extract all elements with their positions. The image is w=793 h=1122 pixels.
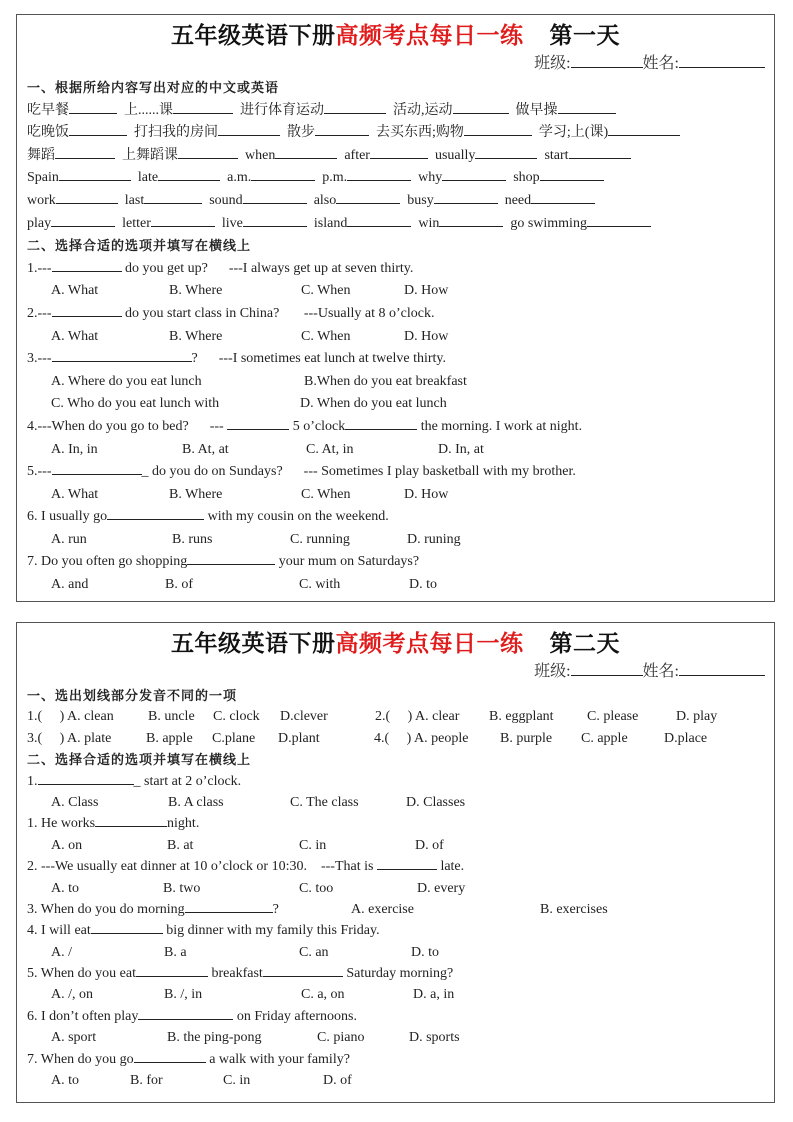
vocab-prompt: 做早操 <box>515 102 558 118</box>
question-stem <box>17 899 774 920</box>
vocab-prompt: last <box>124 192 145 208</box>
stem-text: 6. I don’t often play <box>27 1008 139 1024</box>
stem-text: 7. When do you go <box>27 1051 134 1067</box>
phonics-item: C. apple <box>581 730 628 746</box>
title-highlight: 高频考点每日一练 <box>335 23 524 48</box>
answer-option[interactable]: C. When <box>301 283 351 299</box>
vocab-prompt: play <box>27 215 52 231</box>
section-header-text: 二、选择合适的选项并填写在横线上 <box>27 752 252 768</box>
stem-text: 7. Do you often go shopping <box>27 554 188 570</box>
answer-blank[interactable] <box>38 771 134 785</box>
vocab-prompt: go swimming <box>510 215 587 231</box>
options-row <box>17 792 774 813</box>
question-stem <box>17 813 774 834</box>
answer-blank[interactable] <box>107 506 204 520</box>
phonics-item: 1.( ) A. clean <box>27 709 114 725</box>
stem-text: do you get up? ---I always get up at seven thirty. <box>121 260 414 276</box>
answer-blank[interactable] <box>218 122 280 136</box>
options-row <box>17 984 774 1005</box>
answer-blank[interactable] <box>134 1049 206 1063</box>
stem-text: with my cousin on the weekend. <box>204 509 389 525</box>
options-row <box>17 1027 774 1048</box>
answer-blank[interactable] <box>347 213 411 227</box>
phonics-item: D. play <box>676 709 718 725</box>
question-stem <box>17 771 774 792</box>
answer-blank[interactable] <box>345 416 417 430</box>
answer-blank[interactable] <box>158 167 220 181</box>
section-2-header <box>17 235 774 258</box>
phonics-item: B. apple <box>146 730 193 746</box>
answer-blank[interactable] <box>52 348 192 362</box>
section-1-header <box>17 77 774 100</box>
title-highlight: 高频考点每日一练 <box>335 631 524 656</box>
stem-text: 3.--- <box>27 351 52 367</box>
answer-blank[interactable] <box>185 899 273 913</box>
answer-option[interactable]: B. At, at <box>182 441 229 457</box>
stem-text: big dinner with my family this Friday. <box>162 923 380 939</box>
vocab-prompt: usually <box>434 147 476 163</box>
stem-text: your mum on Saturdays? <box>275 554 420 570</box>
stem-text: a walk with your family? <box>205 1051 350 1067</box>
answer-option[interactable]: A. In, in <box>51 441 98 457</box>
question-stem <box>17 348 774 371</box>
worksheet-title <box>17 21 774 51</box>
answer-blank[interactable] <box>51 213 115 227</box>
answer-option[interactable]: C. with <box>299 577 341 593</box>
answer-blank[interactable] <box>138 1006 233 1020</box>
answer-option[interactable]: D. How <box>404 486 449 502</box>
vocab-prompt: 打扫我的房间 <box>134 125 218 141</box>
answer-blank[interactable] <box>434 190 498 204</box>
vocab-prompt: when <box>245 147 276 163</box>
answer-option[interactable]: A. exercise <box>351 901 414 917</box>
answer-blank[interactable] <box>173 100 233 114</box>
answer-option[interactable]: A. run <box>51 531 87 547</box>
answer-blank[interactable] <box>439 213 503 227</box>
title-day: 第二天 <box>549 631 620 656</box>
question-stem <box>17 1006 774 1027</box>
answer-option[interactable]: B. for <box>130 1073 163 1089</box>
name-input[interactable] <box>679 660 765 676</box>
answer-blank[interactable] <box>59 167 131 181</box>
class-input[interactable] <box>571 660 643 676</box>
answer-option[interactable]: A. Where do you eat lunch <box>51 373 202 389</box>
answer-option[interactable]: D. How <box>404 283 449 299</box>
vocab-prompt: also <box>313 192 337 208</box>
answer-blank[interactable] <box>324 100 386 114</box>
answer-blank[interactable] <box>69 100 117 114</box>
answer-blank[interactable] <box>608 122 680 136</box>
phonics-item: B. purple <box>500 730 553 746</box>
answer-blank[interactable] <box>227 416 289 430</box>
answer-option[interactable]: D. of <box>415 837 444 853</box>
answer-option[interactable]: A. to <box>51 880 79 896</box>
answer-option[interactable]: C. When <box>301 486 351 502</box>
section-1-row <box>17 167 774 190</box>
phonics-item: C. clock <box>213 709 260 725</box>
question-stem <box>17 1049 774 1070</box>
vocab-prompt: start <box>544 147 569 163</box>
answer-option[interactable]: A. / <box>51 944 72 960</box>
stem-text: do you start class in China? ---Usually at 8 o’clock. <box>121 305 435 321</box>
stem-text: 1. He works <box>27 816 96 832</box>
phonics-item: D.place <box>664 730 708 746</box>
section-1-header <box>17 685 774 706</box>
vocab-prompt: 学习;上(课) <box>538 125 609 141</box>
stem-text: 2.--- <box>27 305 52 321</box>
student-info <box>17 51 774 77</box>
vocab-prompt: win <box>418 215 440 231</box>
stem-text: ? ---I sometimes eat lunch at twelve thirty. <box>191 351 447 367</box>
class-label: 班级: <box>534 55 571 72</box>
section-1-row <box>17 728 774 749</box>
vocab-prompt: shop <box>513 170 540 186</box>
phonics-item: B. eggplant <box>489 709 554 725</box>
question-stem <box>17 506 774 529</box>
answer-option[interactable]: B. of <box>165 577 193 593</box>
stem-text: Saturday morning? <box>342 966 454 982</box>
answer-option[interactable]: C. too <box>299 880 334 896</box>
answer-option[interactable]: D. every <box>417 880 466 896</box>
section-1-row <box>17 213 774 236</box>
vocab-prompt: busy <box>407 192 434 208</box>
options-row <box>17 484 774 507</box>
answer-blank[interactable] <box>69 122 127 136</box>
answer-blank[interactable] <box>370 145 428 159</box>
stem-text: 6. I usually go <box>27 509 108 525</box>
answer-option[interactable]: A. and <box>51 577 89 593</box>
class-input[interactable] <box>571 52 643 68</box>
answer-blank[interactable] <box>587 213 651 227</box>
answer-option[interactable]: B.When do you eat breakfast <box>304 373 467 389</box>
stem-text: the morning. I work at night. <box>417 418 583 434</box>
options-row <box>17 393 774 416</box>
answer-option[interactable]: B. a <box>164 944 187 960</box>
answer-blank[interactable] <box>336 190 400 204</box>
title-day: 第一天 <box>549 23 620 48</box>
answer-option[interactable]: C. When <box>301 328 351 344</box>
answer-blank[interactable] <box>187 551 275 565</box>
phonics-item: B. uncle <box>148 709 195 725</box>
options-row <box>17 280 774 303</box>
vocab-prompt: 上舞蹈课 <box>122 147 178 163</box>
section-header-text: 一、选出划线部分发音不同的一项 <box>27 688 238 703</box>
answer-option[interactable]: C. running <box>290 531 350 547</box>
section-header-text: 二、选择合适的选项并填写在横线上 <box>27 238 252 254</box>
student-info <box>17 659 774 685</box>
stem-text: 3. When do you do morning <box>27 901 185 917</box>
stem-text: 5.--- <box>27 464 52 480</box>
options-row <box>17 1070 774 1091</box>
answer-blank[interactable] <box>55 145 115 159</box>
question-stem <box>17 416 774 439</box>
answer-blank[interactable] <box>136 963 208 977</box>
name-input[interactable] <box>679 52 765 68</box>
question-stem <box>17 856 774 877</box>
answer-blank[interactable] <box>52 303 122 317</box>
options-row <box>17 942 774 963</box>
answer-blank[interactable] <box>263 963 343 977</box>
answer-option[interactable]: A. Class <box>51 794 99 810</box>
answer-option[interactable]: A. What <box>51 486 99 502</box>
stem-text: _ do you do on Sundays? --- Sometimes I play basketball with my brother. <box>141 464 576 480</box>
vocab-prompt: p.m. <box>322 170 348 186</box>
vocab-prompt: late <box>137 170 159 186</box>
answer-blank[interactable] <box>442 167 506 181</box>
stem-text: late. <box>436 859 465 875</box>
answer-blank[interactable] <box>347 167 411 181</box>
answer-option[interactable]: D. of <box>323 1073 352 1089</box>
answer-option[interactable]: B. the ping-pong <box>167 1030 262 1046</box>
vocab-prompt: 吃早餐 <box>27 102 69 118</box>
stem-text: 2. ---We usually eat dinner at 10 o’clock or 10:30. ---That is <box>27 859 377 875</box>
answer-blank[interactable] <box>453 100 509 114</box>
answer-option[interactable]: D. In, at <box>438 441 484 457</box>
vocab-prompt: 吃晚饭 <box>27 125 69 141</box>
options-row <box>17 529 774 552</box>
answer-option[interactable]: B. Where <box>169 283 223 299</box>
question-stem <box>17 303 774 326</box>
phonics-item: C.plane <box>212 730 256 746</box>
phonics-item: D.plant <box>278 730 320 746</box>
vocab-prompt: 舞蹈 <box>27 147 55 163</box>
stem-text: 4.---When do you go to bed? --- <box>27 418 228 434</box>
answer-blank[interactable] <box>52 258 122 272</box>
answer-option[interactable]: D. to <box>409 577 437 593</box>
stem-text: on Friday afternoons. <box>233 1008 357 1024</box>
section-1-row <box>17 145 774 168</box>
answer-option[interactable]: D. Classes <box>406 794 466 810</box>
name-label: 姓名: <box>642 663 679 680</box>
worksheet-title <box>17 629 774 659</box>
answer-option[interactable]: C. piano <box>317 1030 365 1046</box>
answer-option[interactable]: B. at <box>167 837 194 853</box>
answer-option[interactable]: A. What <box>51 328 99 344</box>
answer-option[interactable]: D. sports <box>409 1030 460 1046</box>
options-row <box>17 574 774 597</box>
answer-blank[interactable] <box>243 190 307 204</box>
vocab-prompt: need <box>504 192 532 208</box>
answer-option[interactable]: B. /, in <box>164 987 203 1003</box>
vocab-prompt: island <box>313 215 348 231</box>
answer-option[interactable]: B. Where <box>169 486 223 502</box>
title-grade: 五年级英语下册 <box>171 631 336 656</box>
phonics-item: 4.( ) A. people <box>374 730 469 746</box>
vocab-prompt: why <box>418 170 443 186</box>
answer-option[interactable]: D. a, in <box>413 987 455 1003</box>
vocab-prompt: 散步 <box>287 125 315 141</box>
answer-blank[interactable] <box>569 145 631 159</box>
section-header-text: 一、根据所给内容写出对应的中文或英语 <box>27 80 280 95</box>
answer-blank[interactable] <box>243 213 307 227</box>
answer-option[interactable]: B. A class <box>168 794 224 810</box>
vocab-prompt: a.m. <box>227 170 252 186</box>
stem-text: 1.--- <box>27 260 52 276</box>
stem-text: _ start at 2 o’clock. <box>133 773 242 789</box>
answer-option[interactable]: B. runs <box>172 531 213 547</box>
answer-option[interactable]: C. At, in <box>306 441 354 457</box>
phonics-item: 3.( ) A. plate <box>27 730 112 746</box>
answer-blank[interactable] <box>475 145 537 159</box>
question-stem <box>17 258 774 281</box>
stem-text: night. <box>167 816 200 832</box>
answer-option[interactable]: C. in <box>223 1073 251 1089</box>
stem-text: 5 o’clock <box>289 418 346 434</box>
answer-option[interactable]: A. to <box>51 1073 79 1089</box>
stem-text: ? <box>272 901 279 917</box>
answer-blank[interactable] <box>52 461 142 475</box>
vocab-prompt: 上......课 <box>124 102 173 118</box>
answer-blank[interactable] <box>315 122 369 136</box>
section-1-row <box>17 706 774 727</box>
answer-option[interactable]: C. The class <box>290 794 359 810</box>
phonics-item: D.clever <box>280 709 328 725</box>
answer-option[interactable]: C. an <box>299 944 329 960</box>
answer-blank[interactable] <box>56 190 118 204</box>
stem-text: 1. <box>27 773 38 789</box>
vocab-prompt: 活动,运动 <box>393 102 453 118</box>
answer-option[interactable]: A. sport <box>51 1030 97 1046</box>
title-grade: 五年级英语下册 <box>171 23 336 48</box>
phonics-item: C. please <box>587 709 639 725</box>
vocab-prompt: work <box>27 192 56 208</box>
answer-option[interactable]: B. Where <box>169 328 223 344</box>
answer-option[interactable]: A. /, on <box>51 987 93 1003</box>
section-2-header <box>17 749 774 770</box>
answer-blank[interactable] <box>144 190 202 204</box>
answer-blank[interactable] <box>540 167 604 181</box>
options-row <box>17 835 774 856</box>
answer-option[interactable]: C. Who do you eat lunch with <box>51 396 220 412</box>
vocab-prompt: Spain <box>27 170 59 186</box>
answer-blank[interactable] <box>91 920 163 934</box>
answer-option[interactable]: D. How <box>404 328 449 344</box>
answer-option[interactable]: A. on <box>51 837 83 853</box>
class-label: 班级: <box>534 663 571 680</box>
options-row <box>17 878 774 899</box>
stem-text: breakfast <box>208 966 263 982</box>
answer-blank[interactable] <box>95 813 167 827</box>
vocab-prompt: sound <box>209 192 243 208</box>
answer-blank[interactable] <box>178 145 238 159</box>
options-row <box>17 326 774 349</box>
question-stem <box>17 461 774 484</box>
answer-option[interactable]: C. a, on <box>301 987 345 1003</box>
answer-option[interactable]: D. runing <box>407 531 461 547</box>
section-1-row <box>17 122 774 145</box>
worksheet-day-1 <box>16 14 775 602</box>
question-stem <box>17 920 774 941</box>
answer-blank[interactable] <box>464 122 532 136</box>
answer-blank[interactable] <box>251 167 315 181</box>
answer-blank[interactable] <box>275 145 337 159</box>
stem-text: 5. When do you eat <box>27 966 136 982</box>
options-row <box>17 371 774 394</box>
options-row <box>17 439 774 462</box>
vocab-prompt: 进行体育运动 <box>240 102 324 118</box>
answer-option[interactable]: D. to <box>411 944 439 960</box>
question-stem <box>17 551 774 574</box>
answer-blank[interactable] <box>558 100 616 114</box>
vocab-prompt: after <box>344 147 370 163</box>
section-1-row <box>17 100 774 123</box>
question-stem <box>17 963 774 984</box>
worksheet-day-2 <box>16 622 775 1103</box>
answer-blank[interactable] <box>531 190 595 204</box>
answer-option[interactable]: C. in <box>299 837 327 853</box>
answer-option[interactable]: A. What <box>51 283 99 299</box>
phonics-item: 2.( ) A. clear <box>375 709 460 725</box>
answer-blank[interactable] <box>377 856 437 870</box>
answer-option[interactable]: D. When do you eat lunch <box>300 396 447 412</box>
name-label: 姓名: <box>642 55 679 72</box>
answer-blank[interactable] <box>151 213 215 227</box>
vocab-prompt: 去买东西;购物 <box>376 125 464 141</box>
answer-option[interactable]: B. two <box>163 880 201 896</box>
vocab-prompt: live <box>221 215 243 231</box>
answer-option[interactable]: B. exercises <box>540 901 608 917</box>
stem-text: 4. I will eat <box>27 923 91 939</box>
vocab-prompt: letter <box>122 215 151 231</box>
section-1-row <box>17 190 774 213</box>
